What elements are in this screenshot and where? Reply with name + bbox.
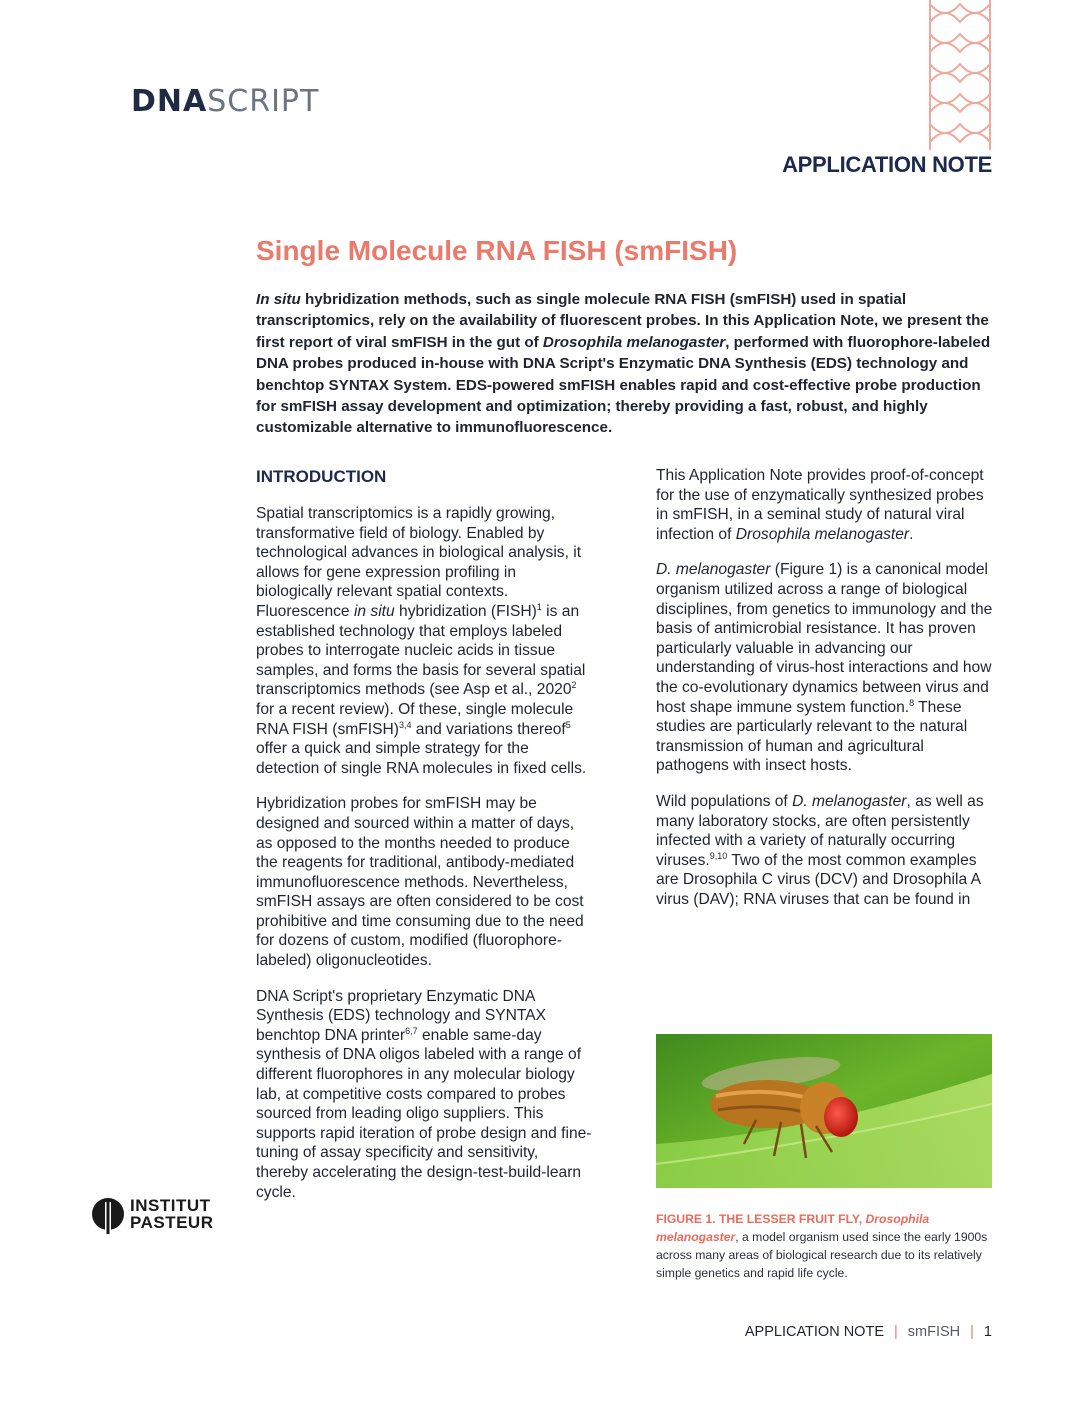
intro-paragraph-3	[256, 987, 594, 1203]
citation-ref: 5	[565, 719, 571, 730]
text-run: and variations thereof	[411, 720, 566, 738]
caption-lead-italic: Drosophila melanogaster	[656, 1212, 930, 1244]
right-column	[656, 466, 994, 925]
text-run: enable same-day synthesis of DNA oligos labeled with a range of different fluorophores in any molecular biology lab, at competitive costs compared to probes sourced from leading oligo suppliers. This supports rapid iteration of probe design and fine-tuning of assay specificity and sensitivity, thereby accelerating the design-test-build-learn cycle.	[256, 1026, 592, 1201]
text-run: , as well as many laboratory stocks, are often persistently infected with a variety of naturally occurring viruses.	[656, 792, 984, 869]
section-heading-introduction: INTRODUCTION	[256, 467, 387, 486]
text-italic: D. melanogaster	[656, 561, 771, 579]
dna-helix-pattern-icon	[927, 0, 993, 150]
pasteur-line1: INSTITUT	[130, 1196, 211, 1215]
caption-lead: FIGURE 1. THE LESSER FRUIT FLY,	[656, 1212, 866, 1226]
footer-doc-type: APPLICATION NOTE	[744, 1324, 884, 1340]
text-italic: D. melanogaster	[792, 792, 907, 810]
footer-separator: |	[970, 1324, 974, 1340]
text-run: for a recent review). Of these, single molecule RNA FISH (smFISH)	[256, 700, 574, 738]
text-run: Spatial transcriptomics is a rapidly growing, transformative field of biology. Enabled by technological advances in biological analysis, it allows for gene expression profiling in biologically relevant spatial contexts. Fluorescence	[256, 505, 582, 620]
citation-ref: 9,10	[709, 850, 728, 861]
logo-script: SCRIPT	[207, 84, 320, 119]
text-run: .	[909, 525, 914, 543]
text-run: (Figure 1) is a canonical model organism utilized across a range of biological disciplines, from genetics to immunology and the basis of antimicrobial resistance. It has proven particularly valuable in advancing our understanding of virus-host interactions and how the co-evolutionary dynamics between virus and host shape immune system function.	[656, 561, 993, 716]
institut-pasteur-wordmark	[130, 1197, 213, 1231]
page-title: Single Molecule RNA FISH (smFISH)	[256, 235, 738, 266]
figure-caption	[656, 1210, 992, 1282]
text-italic: in situ	[353, 602, 395, 620]
right-paragraph-3	[656, 792, 994, 910]
intro-paragraph-1	[256, 504, 594, 778]
text-run: This Application Note provides proof-of-concept for the use of enzymatically synthesized probes in smFISH, in a seminal study of natural viral infection of	[656, 467, 984, 543]
citation-ref: 3,4	[398, 719, 412, 730]
abstract-lead-italic: In situ	[256, 291, 301, 308]
citation-ref: 2	[571, 680, 577, 691]
fruit-fly-photo-icon	[656, 1034, 992, 1188]
abstract-part2: , performed with fluorophore-labeled DNA probes produced in-house with DNA Script's Enzymatic DNA Synthesis (EDS) technology and benchtop SYNTAX System. EDS-powered smFISH enables rapid and cost-effective probe production for smFISH assay development and optimization; thereby providing a fast, robust, and highly customizable alternative to immunofluorescence.	[256, 333, 991, 437]
text-run: offer a quick and simple strategy for the detection of single RNA molecules in fixed cells.	[256, 740, 587, 777]
text-run: Wild populations of	[656, 792, 793, 810]
right-paragraph-2	[656, 560, 994, 776]
logo-dna: DNA	[131, 84, 208, 119]
pasteur-line2: PASTEUR	[130, 1213, 214, 1232]
page-footer	[745, 1324, 992, 1340]
text-run: hybridization (FISH)	[394, 602, 537, 620]
right-paragraph-1	[656, 466, 994, 544]
document-type-label: APPLICATION NOTE	[782, 152, 992, 177]
text-run: DNA Script's proprietary Enzymatic DNA Synthesis (EDS) technology and SYNTAX benchtop DNA printer	[256, 987, 547, 1044]
text-italic: Drosophila melanogaster	[735, 525, 910, 543]
intro-paragraph-2: Hybridization probes for smFISH may be designed and sourced within a matter of days, as opposed to the months needed to produce the reagents for traditional, antibody-mediated immunofluorescence methods. Nevertheless, smFISH assays are often considered to be cost prohibitive and time consuming due to the need for dozens of custom, modified (fluorophore-labeled) oligonucleotides.	[256, 795, 584, 970]
footer-topic: smFISH	[907, 1324, 961, 1340]
text-run: is an established technology that employs labeled probes to interrogate nucleic acids in tissue samples, and forms the basis for several spatial transcriptomics methods (see Asp et al., 2020	[256, 602, 586, 699]
left-column	[256, 466, 594, 1218]
caption-body: , a model organism used since the early 1900s across many areas of biological research due to its relatively simple genetics and rapid life cycle.	[656, 1230, 988, 1280]
abstract-species: Drosophila melanogaster	[542, 333, 726, 351]
text-run: These studies are particularly relevant to the natural transmission of human and agricultural pathogens with insect hosts.	[656, 698, 968, 775]
abstract	[256, 289, 996, 439]
citation-ref: 6,7	[405, 1025, 418, 1036]
dnascript-logo	[131, 86, 319, 118]
citation-ref: 8	[909, 697, 915, 708]
text-run: Two of the most common examples are Drosophila C virus (DCV) and Drosophila A virus (DAV); RNA viruses that can be found in	[656, 851, 981, 908]
institut-pasteur-logo-icon	[90, 1196, 126, 1236]
abstract-part1: hybridization methods, such as single molecule RNA FISH (smFISH) used in spatial transcriptomics, rely on the availability of fluorescent probes. In this Application Note, we present the first report of viral smFISH in the gut of	[256, 291, 989, 351]
footer-separator: |	[894, 1324, 898, 1340]
citation-ref: 1	[536, 601, 542, 612]
page-number: 1	[983, 1324, 992, 1340]
